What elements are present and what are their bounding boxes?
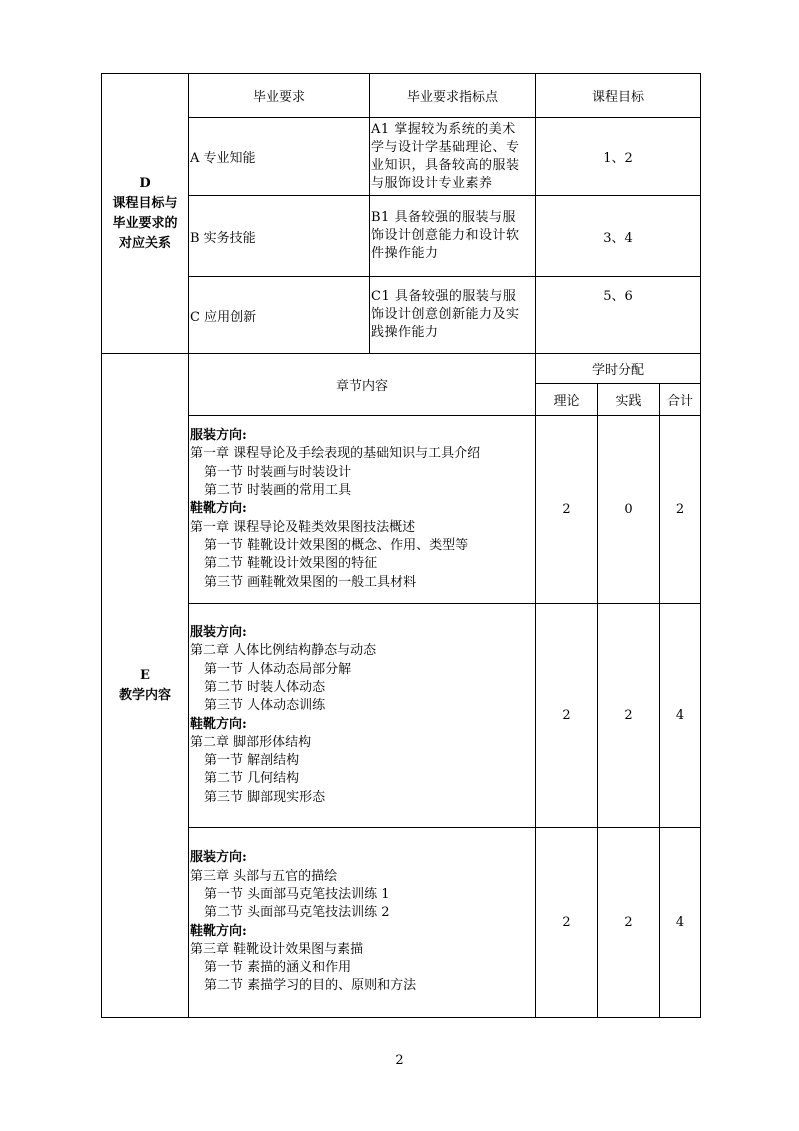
header-indicator: 毕业要求指标点 <box>370 74 536 118</box>
section-title: 第三节 脚部现实形态 <box>204 789 326 805</box>
indicator-line: 饰设计创意创新能力及实 <box>371 307 520 322</box>
chapter-content-cell <box>189 604 536 828</box>
indicator-line: 学与设计学基础理论、专 <box>371 139 520 155</box>
header-practice: 实践 <box>598 384 660 416</box>
section-title: 第二节 头面部马克笔技法训练 2 <box>204 905 390 921</box>
goal-cell: 3、4 <box>536 196 701 277</box>
direction-heading: 鞋靴方向: <box>190 923 247 939</box>
chapter-title: 第一章 课程导论及鞋类效果图技法概述 <box>190 519 416 535</box>
section-d-label-line: 毕业要求的 <box>112 215 178 231</box>
page-number: 2 <box>395 1053 404 1068</box>
section-title: 第一节 头面部马克笔技法训练 1 <box>204 886 390 902</box>
indicator-line: 饰设计创意能力和设计软 <box>371 228 520 243</box>
section-title: 第一节 解剖结构 <box>204 753 300 769</box>
section-title: 第一节 素描的涵义和作用 <box>204 960 352 976</box>
total-hours: 4 <box>660 828 701 1018</box>
direction-heading: 鞋靴方向: <box>190 501 247 517</box>
section-title: 第一节 时装画与时装设计 <box>204 464 352 480</box>
total-hours: 4 <box>660 604 701 828</box>
section-title: 第一节 鞋靴设计效果图的概念、作用、类型等 <box>204 537 469 553</box>
direction-heading: 服装方向: <box>190 428 247 444</box>
indicator-line: C1 具备较强的服装与服 <box>371 289 517 304</box>
theory-hours: 2 <box>536 416 598 604</box>
section-d-letter: D <box>139 175 151 191</box>
section-e-label <box>102 354 189 1018</box>
indicator-line: B1 具备较强的服装与服 <box>371 210 516 225</box>
requirement-cell: B 实务技能 <box>189 196 370 277</box>
section-title: 第二节 鞋靴设计效果图的特征 <box>204 556 378 572</box>
direction-heading: 服装方向: <box>190 625 247 641</box>
section-d-label-line: 对应关系 <box>118 235 171 251</box>
indicator-line: 践操作能力 <box>371 325 439 340</box>
chapter-title: 第一章 课程导论及手绘表现的基础知识与工具介绍 <box>190 446 481 462</box>
indicator-line: 与服饰设计专业素养 <box>371 175 493 191</box>
header-requirement: 毕业要求 <box>189 74 370 118</box>
chapter-title: 第三章 头部与五官的描绘 <box>190 868 338 884</box>
theory-hours: 2 <box>536 828 598 1018</box>
section-e-label-text: 教学内容 <box>118 687 171 703</box>
indicator-line: 件操作能力 <box>371 246 439 261</box>
indicator-line: 业知识，具备较高的服装 <box>371 157 520 173</box>
indicator-cell <box>370 118 536 196</box>
chapter-title: 第二章 人体比例结构静态与动态 <box>190 643 377 659</box>
header-hours: 学时分配 <box>536 354 701 384</box>
header-theory: 理论 <box>536 384 598 416</box>
section-d-label-line: 课程目标与 <box>112 195 178 211</box>
section-title: 第一节 人体动态局部分解 <box>204 661 352 677</box>
goal-cell: 5、6 <box>536 277 701 354</box>
section-d-label <box>102 74 189 354</box>
section-title: 第二节 时装人体动态 <box>204 679 326 695</box>
section-title: 第二节 时装画的常用工具 <box>204 483 352 499</box>
section-title: 第三节 画鞋靴效果图的一般工具材料 <box>204 574 417 590</box>
requirement-cell: C 应用创新 <box>189 277 370 354</box>
section-title: 第二节 几何结构 <box>204 771 300 787</box>
header-goal: 课程目标 <box>536 74 701 118</box>
requirement-cell: A 专业知能 <box>189 118 370 196</box>
course-table <box>101 73 701 1018</box>
total-hours: 2 <box>660 416 701 604</box>
indicator-cell <box>370 196 536 277</box>
header-chapter-content: 章节内容 <box>189 354 536 416</box>
chapter-content-cell <box>189 416 536 604</box>
section-e-letter: E <box>140 667 150 683</box>
goal-cell: 1、2 <box>536 118 701 196</box>
section-title: 第三节 人体动态训练 <box>204 698 326 714</box>
chapter-content-cell <box>189 828 536 1018</box>
chapter-title: 第二章 脚部形体结构 <box>190 734 312 750</box>
chapter-title: 第三章 鞋靴设计效果图与素描 <box>190 941 364 957</box>
practice-hours: 2 <box>598 828 660 1018</box>
theory-hours: 2 <box>536 604 598 828</box>
practice-hours: 0 <box>598 416 660 604</box>
indicator-line: A1 掌握较为系统的美术 <box>371 121 516 137</box>
direction-heading: 服装方向: <box>190 850 247 866</box>
practice-hours: 2 <box>598 604 660 828</box>
section-title: 第二节 素描学习的目的、原则和方法 <box>204 978 417 994</box>
header-total: 合计 <box>660 384 701 416</box>
indicator-cell <box>370 277 536 354</box>
direction-heading: 鞋靴方向: <box>190 716 247 732</box>
